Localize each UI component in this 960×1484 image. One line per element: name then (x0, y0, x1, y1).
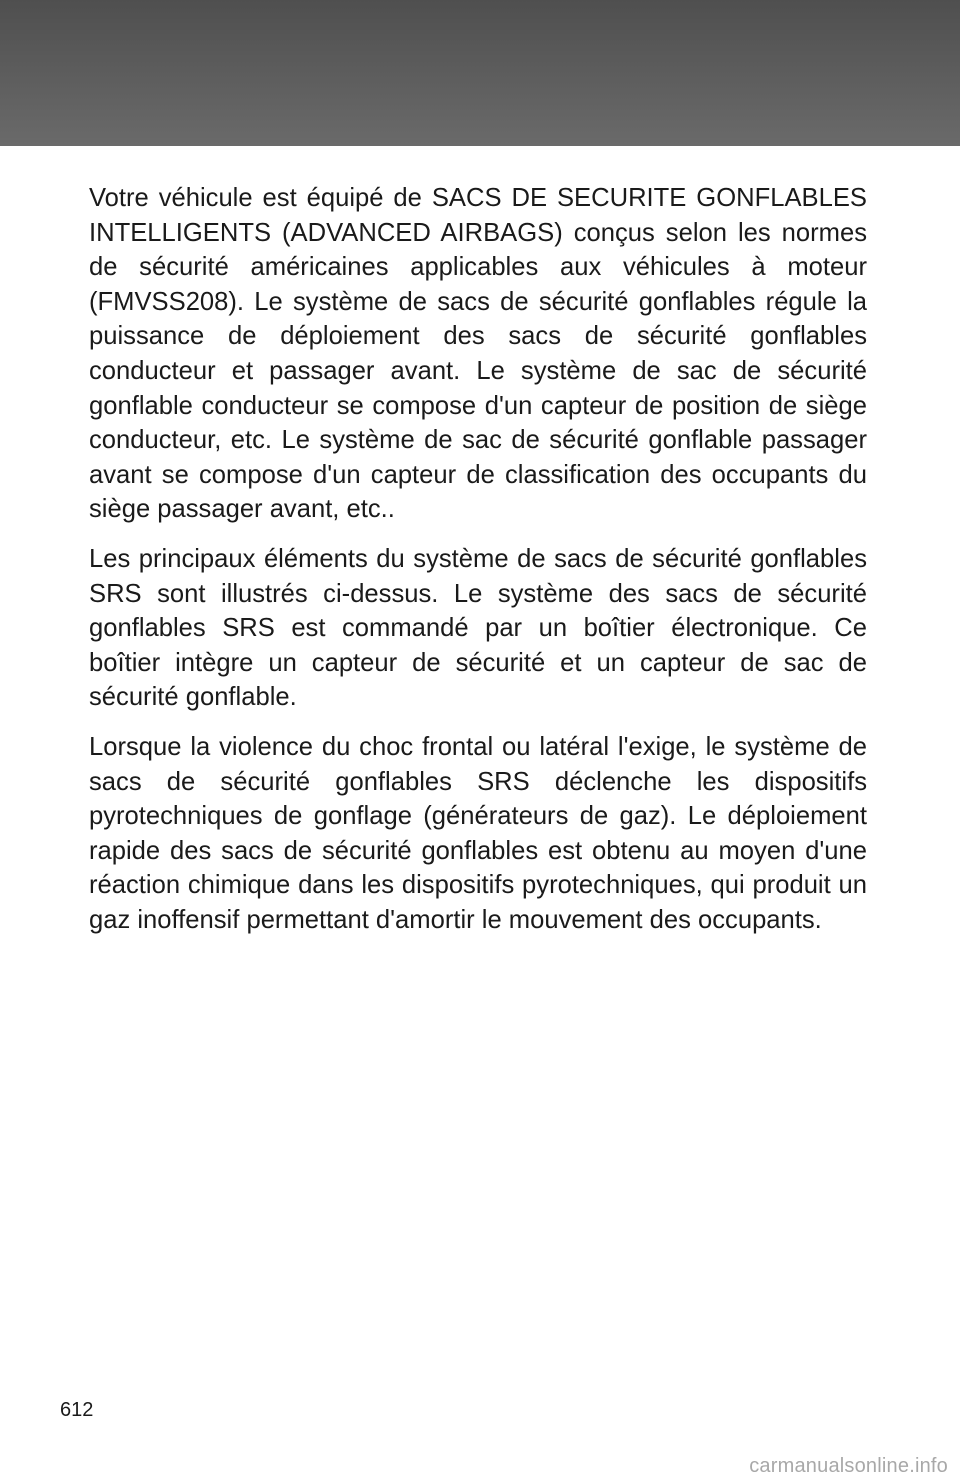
watermark: carmanualsonline.info (749, 1455, 948, 1477)
paragraph-srs-components: Les principaux éléments du système de sacs de sécurité gonflables SRS sont illustrés ci-dessus. Le système des sacs de sécurité gonflables SRS est commandé par un boîtier électronique. Ce boîtier intègre un capteur de sécurité et un capteur de sac de sécurité gonflable. (89, 544, 867, 712)
header-band (0, 0, 960, 146)
paragraph-deployment: Lorsque la violence du choc frontal ou latéral l'exige, le système de sacs de sécurité gonflables SRS déclenche les dispositifs pyrotechniques de gonflage (générateurs de gaz). Le déploiement rapide des sacs de sécurité gonflables est obtenu au moyen d'une réaction chimique dans les dispositifs pyrotechniques, qui produit un gaz inoffensif permettant d'amortir le mouvement des occupants. (89, 732, 867, 934)
paragraph-advanced-airbags: Votre véhicule est équipé de SACS DE SECURITE GONFLABLES INTELLIGENTS (ADVANCED AIRBAGS) conçus selon les normes de sécurité américaines applicables aux véhicules à moteur (FMVSS208). Le système de sacs de sécurité gonflables régule la puissance de déploiement des sacs de sécurité gonflables conducteur et passager avant. Le système de sac de sécurité gonflable conducteur se compose d'un capteur de position de siège conducteur, etc. Le système de sac de sécurité gonflable passager avant se compose d'un capteur de classification des occupants du siège passager avant, etc.. (89, 184, 867, 524)
page-number: 612 (60, 1399, 94, 1421)
page-content (89, 181, 867, 952)
